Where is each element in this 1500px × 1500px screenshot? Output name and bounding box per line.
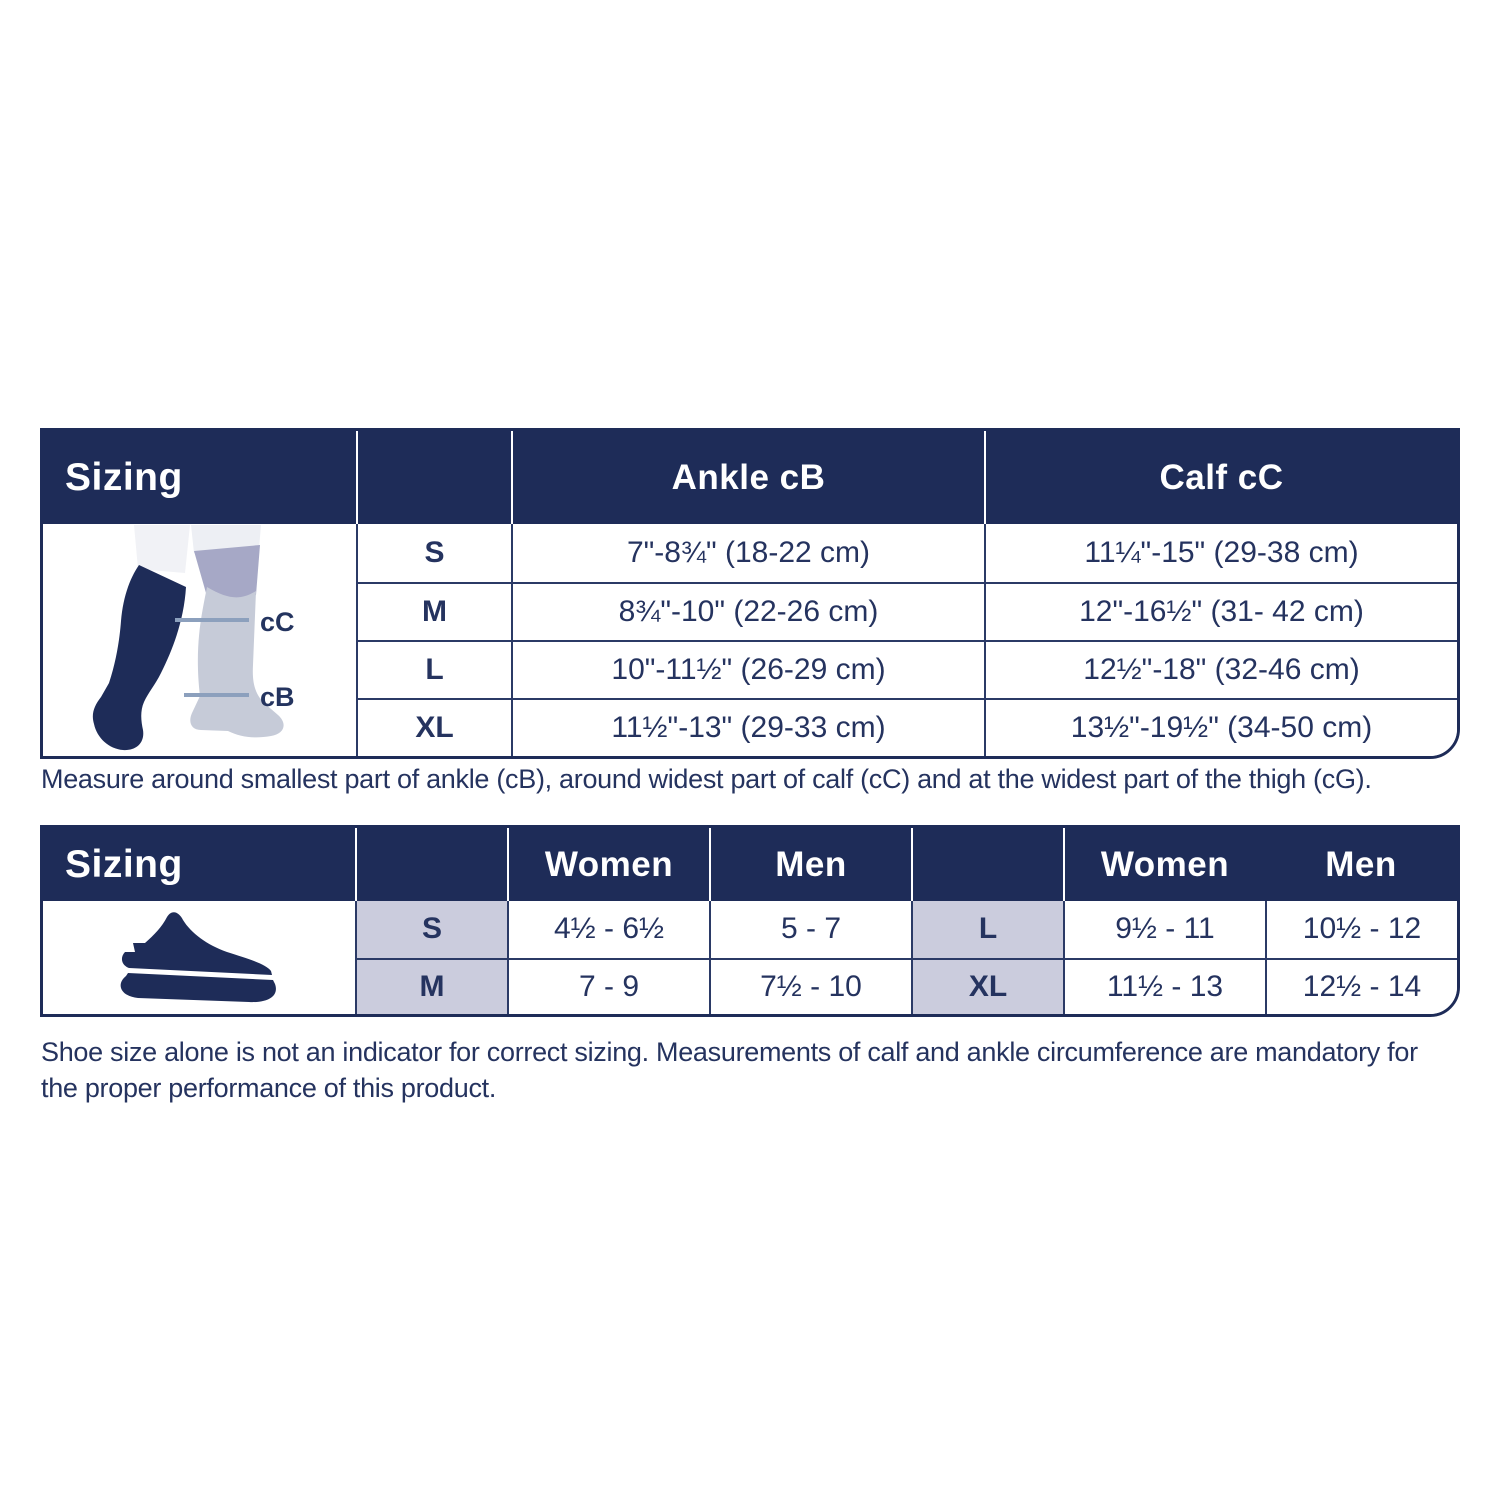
ankle-range: 8¾"-10" (22-26 cm) xyxy=(511,582,984,640)
shoe-diagram xyxy=(43,901,355,1014)
measurement-note: Measure around smallest part of ankle (cB), around widest part of calf (cC) and at the widest part of the thigh (cG). xyxy=(41,764,1372,794)
ankle-range: 11½"-13" (29-33 cm) xyxy=(511,698,984,756)
ankle-measure-label: cB xyxy=(260,682,295,712)
shoe-size-label: XL xyxy=(911,958,1063,1015)
ankle-column-header: Ankle cB xyxy=(511,431,984,524)
calf-range: 13½"-19½" (34-50 cm) xyxy=(984,698,1457,756)
calf-range: 12½"-18" (32-46 cm) xyxy=(984,640,1457,698)
women-shoe-range: 9½ - 11 xyxy=(1063,901,1265,958)
men-column-header-left: Men xyxy=(709,828,911,901)
shoe-sizing-table xyxy=(40,825,1460,1017)
shoe-icon xyxy=(113,911,285,1005)
shoe-size-label: M xyxy=(355,958,507,1015)
men-shoe-range: 7½ - 10 xyxy=(709,958,911,1015)
ankle-range: 10"-11½" (26-29 cm) xyxy=(511,640,984,698)
calf-range: 12"-16½" (31- 42 cm) xyxy=(984,582,1457,640)
shoe-header-spacer xyxy=(355,828,507,901)
men-shoe-range: 10½ - 12 xyxy=(1265,901,1457,958)
women-shoe-range: 7 - 9 xyxy=(507,958,709,1015)
shoe-note xyxy=(41,1034,1418,1106)
ankle-range: 7"-8¾" (18-22 cm) xyxy=(511,524,984,582)
men-shoe-range: 5 - 7 xyxy=(709,901,911,958)
women-column-header-left: Women xyxy=(507,828,709,901)
size-label: M xyxy=(356,582,511,640)
size-label: S xyxy=(356,524,511,582)
measurement-table-title: Sizing xyxy=(43,431,356,524)
size-label: XL xyxy=(356,698,511,756)
measurement-header-spacer xyxy=(356,431,511,524)
measurement-sizing-table xyxy=(40,428,1460,759)
men-column-header-right: Men xyxy=(1265,828,1457,901)
men-shoe-range: 12½ - 14 xyxy=(1265,958,1457,1015)
shoe-table-title: Sizing xyxy=(43,828,355,901)
shoe-header-spacer-2 xyxy=(911,828,1063,901)
shoe-note-line: Shoe size alone is not an indicator for correct sizing. Measurements of calf and ankle circumference are mandatory for xyxy=(41,1037,1418,1067)
calf-range: 11¼"-15" (29-38 cm) xyxy=(984,524,1457,582)
leg-measurement-diagram xyxy=(43,524,356,756)
size-label: L xyxy=(356,640,511,698)
shoe-size-label: L xyxy=(911,901,1063,958)
calf-column-header: Calf cC xyxy=(984,431,1457,524)
calf-measure-label: cC xyxy=(260,607,295,637)
shoe-size-label: S xyxy=(355,901,507,958)
women-column-header-right: Women xyxy=(1063,828,1265,901)
leg-diagram-icon xyxy=(44,525,355,755)
women-shoe-range: 4½ - 6½ xyxy=(507,901,709,958)
shoe-note-line: the proper performance of this product. xyxy=(41,1073,497,1103)
women-shoe-range: 11½ - 13 xyxy=(1063,958,1265,1015)
